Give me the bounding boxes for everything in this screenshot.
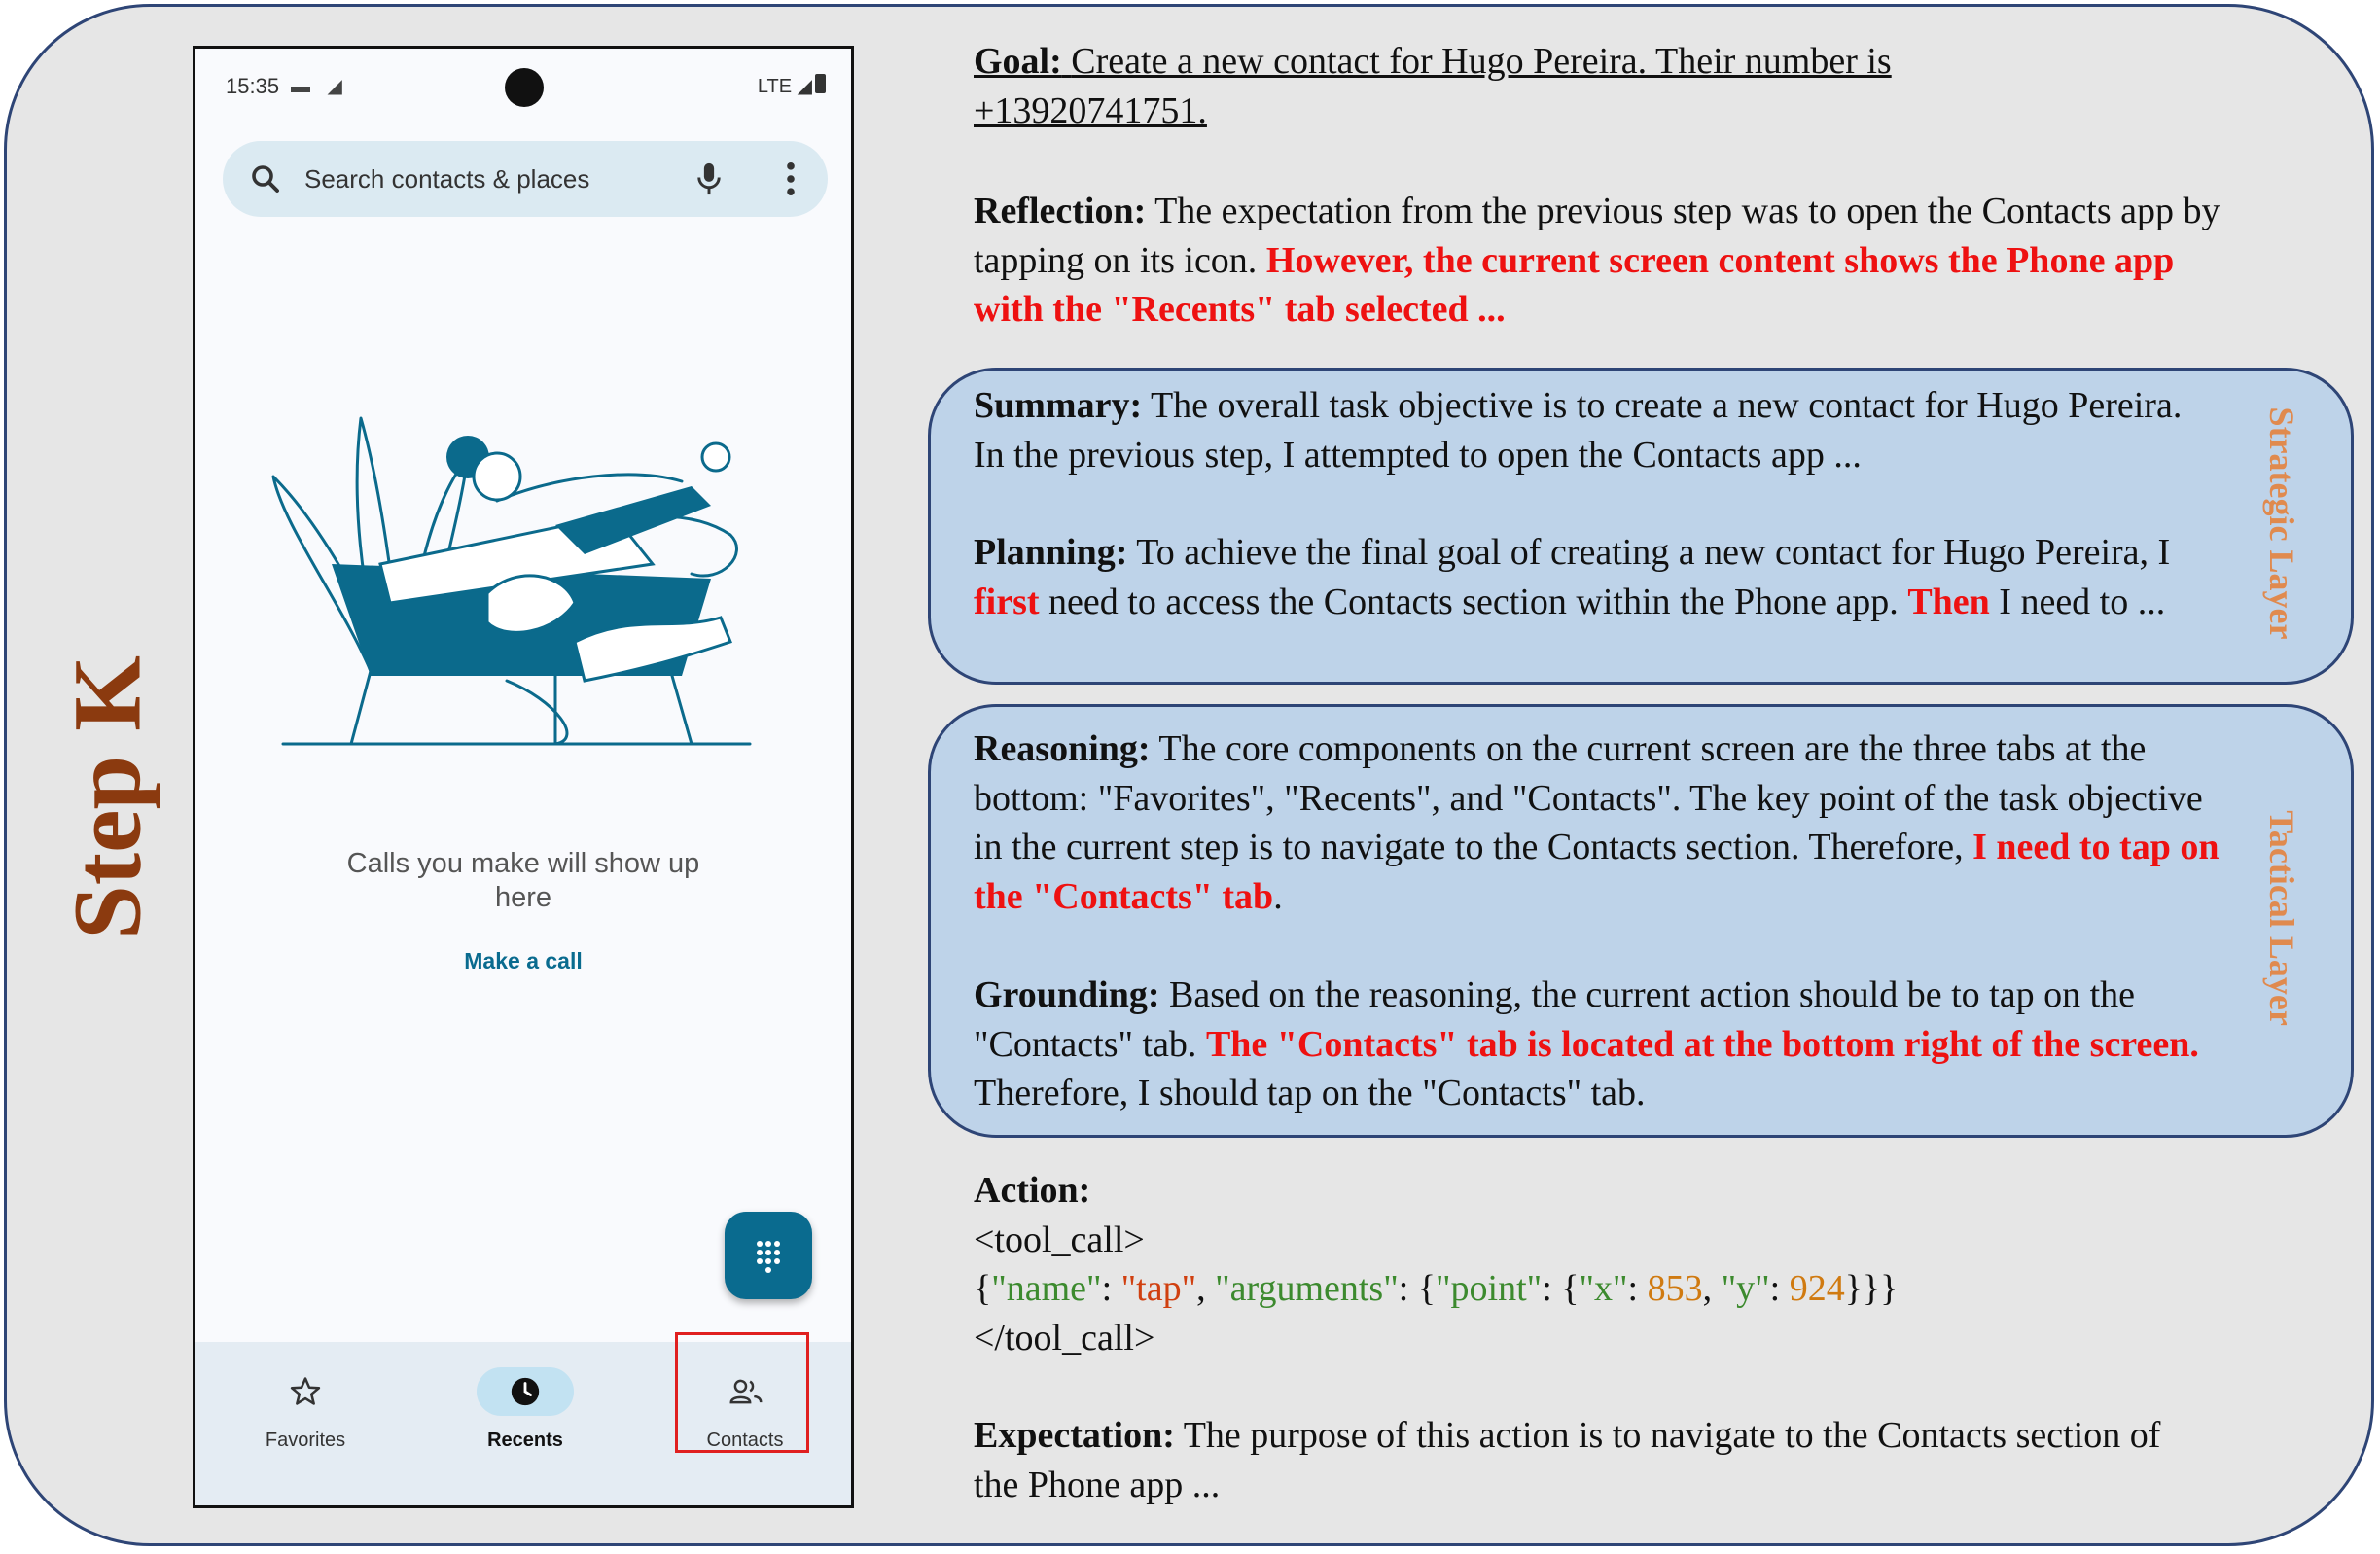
make-a-call-link[interactable]: Make a call <box>464 948 583 973</box>
goal-text: Goal: Create a new contact for Hugo Pereira. Their number is +13920741751. <box>974 41 1892 131</box>
tool-call-close: </tool_call> <box>974 1317 1155 1359</box>
summary-text: Summary: The overall task objective is to create a new contact for Hugo Pereira. In the previous step, I attempted to open the Contacts app ... <box>974 385 2183 476</box>
mic-icon[interactable] <box>692 160 727 197</box>
tab-label: Favorites <box>265 1430 346 1451</box>
clock-icon <box>509 1375 542 1408</box>
search-input[interactable]: Search contacts & places <box>304 164 590 194</box>
expectation-text: Expectation: The purpose of this action is to navigate to the Contacts section of the Phone app ... <box>974 1415 2161 1505</box>
network-indicator: LTE ◢ <box>757 76 812 97</box>
battery-icon <box>815 74 826 93</box>
planning-text: Planning: To achieve the final goal of creating a new contact for Hugo Pereira, I first need to access the Contacts section within the Phone app. Then I need to ... <box>974 532 2171 622</box>
search-icon <box>248 161 283 196</box>
notification-icons: ▬ ◢ <box>291 76 348 97</box>
tab-favorites[interactable] <box>195 1342 415 1478</box>
dialpad-button[interactable] <box>725 1212 812 1299</box>
tab-label: Recents <box>487 1430 563 1451</box>
empty-state-illustration <box>264 408 769 759</box>
status-time: 15:35 <box>226 74 280 98</box>
tool-call-json: {"name": "tap", "arguments": {"point": {"x": 853, "y": 924}}} <box>974 1268 1899 1309</box>
dialpad-icon <box>751 1238 786 1273</box>
grounding-text: Grounding: Based on the reasoning, the current action should be to tap on the "Contacts" tab. The "Contacts" tab is located at the bottom right of the screen. Therefore, I should tap on the "Contacts" tab. <box>974 974 2199 1113</box>
action-block <box>974 1166 2238 1362</box>
reflection-text: Reflection: The expectation from the previous step was to open the Contacts app by tapping on its icon. However, the current screen content shows the Phone app with the "Recents" tab selected ... <box>974 191 2220 330</box>
reasoning-text: Reasoning: The core components on the current screen are the three tabs at the bottom: "Favorites", "Recents", and "Contacts". The key point of the task objective in the current step is to navigate to the Contacts section. Therefore, I need to tap on the "Contacts" tab. <box>974 728 2220 917</box>
step-label: Step K <box>53 655 161 939</box>
strategic-layer-label: Strategic Layer <box>2262 406 2301 640</box>
target-highlight-box <box>675 1332 809 1453</box>
camera-cutout <box>505 68 544 107</box>
action-label: Action: <box>974 1170 1091 1211</box>
status-bar <box>195 49 851 126</box>
empty-message-line2: here <box>494 882 552 913</box>
phone-screenshot <box>193 46 854 1508</box>
empty-message: Calls you make will show up <box>346 848 700 879</box>
more-options-icon[interactable] <box>785 160 797 197</box>
search-bar[interactable] <box>223 141 828 217</box>
tool-call-open: <tool_call> <box>974 1218 1145 1260</box>
star-icon <box>289 1375 322 1408</box>
tactical-layer-label: Tactical Layer <box>2262 810 2301 1026</box>
tab-label: Contacts <box>706 1430 784 1451</box>
tab-recents[interactable] <box>415 1342 635 1478</box>
